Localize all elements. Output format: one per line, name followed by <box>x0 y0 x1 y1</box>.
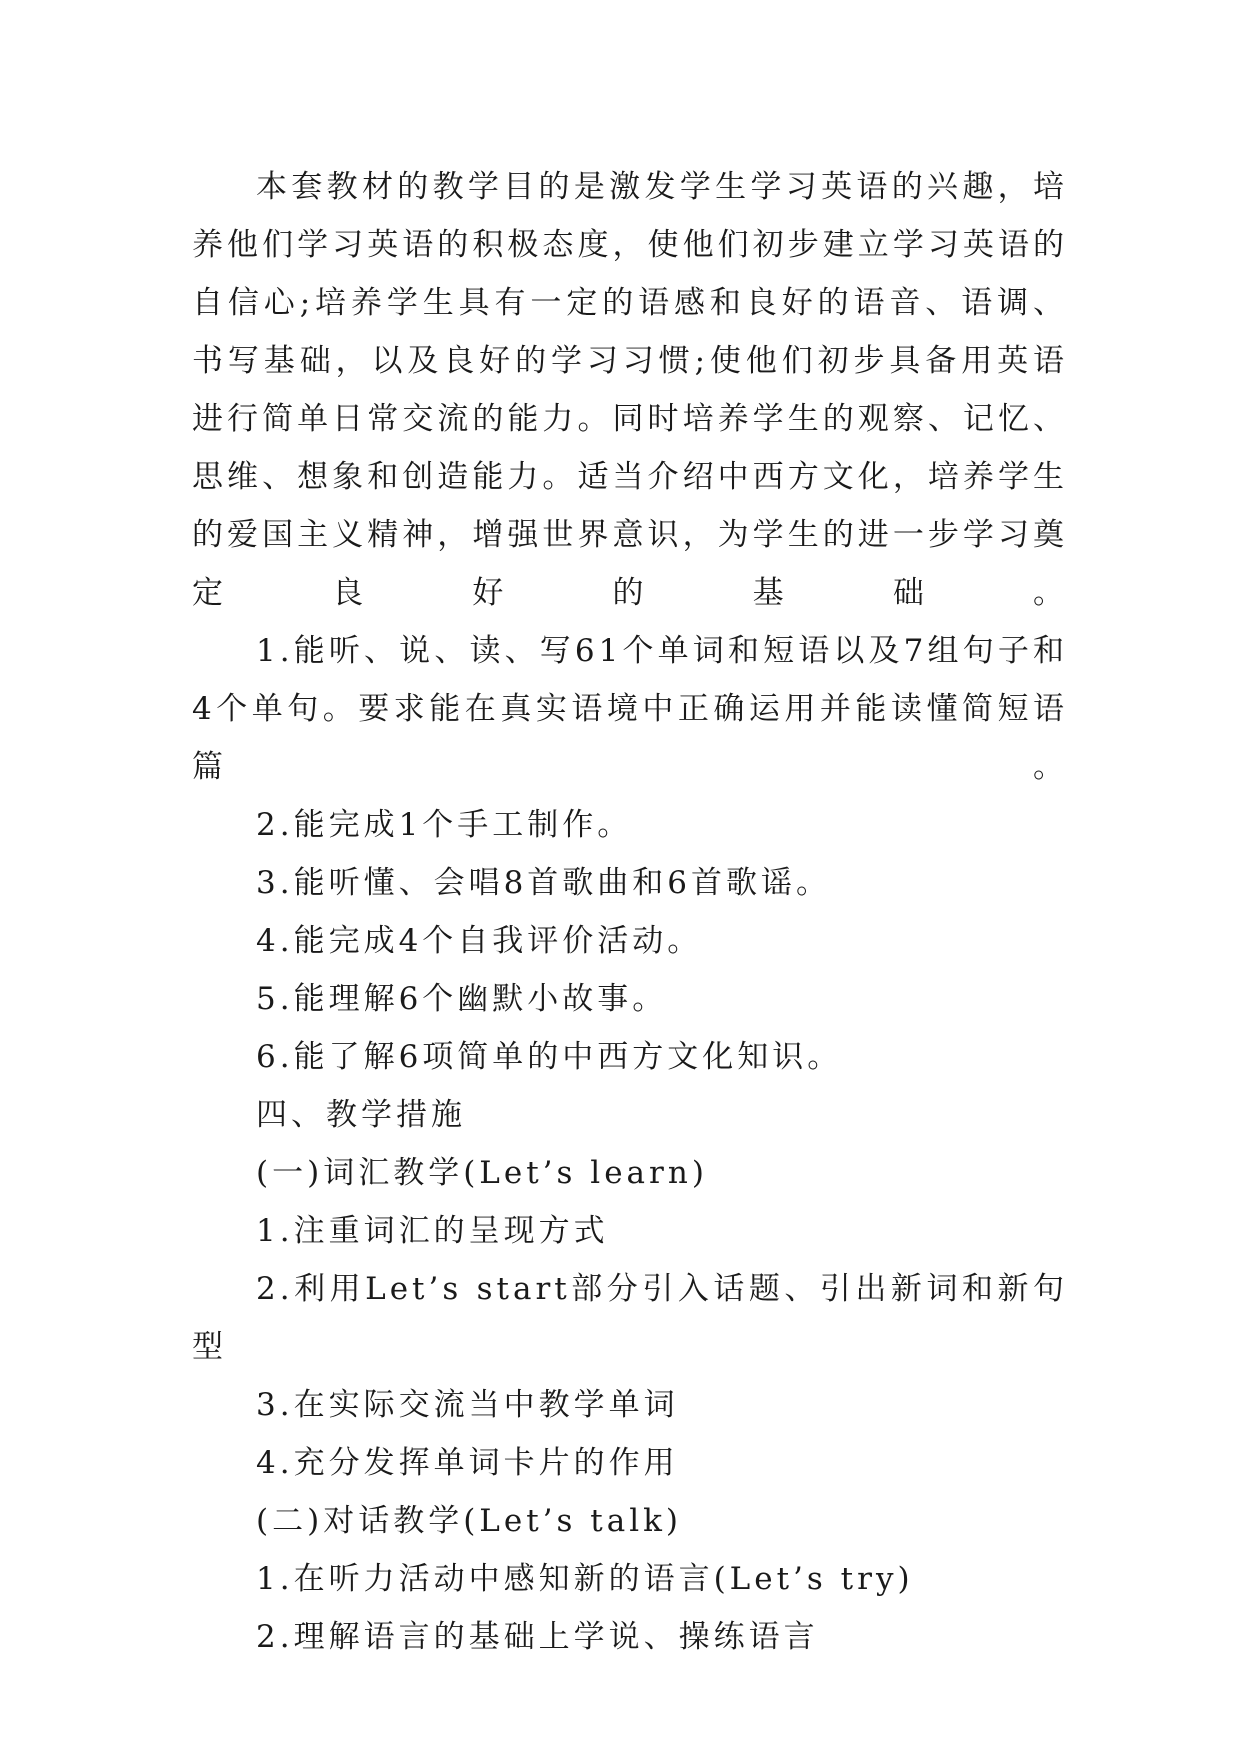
paragraph-goal-4: 4.能完成4个自我评价活动。 <box>256 923 703 959</box>
paragraph-goal-2: 2.能完成1个手工制作。 <box>256 807 633 843</box>
paragraph-vocab-3: 3.在实际交流当中教学单词 <box>256 1387 679 1423</box>
paragraph-objectives: 本套教材的教学目的是激发学生学习英语的兴趣，培养他们学习英语的积极态度，使他们初步建立学习英语的自信心;培养学生具有一定的语感和良好的语音、语调、书写基础，以及良好的学习习惯;使他们初步具备用英语进行简单日常交流的能力。同时培养学生的观察、记忆、思维、想象和创造能力。适当介绍中西方文化，培养学生的爱国主义精神，增强世界意识，为学生的进一步学习奠定良好的基础。 <box>192 169 1068 611</box>
subsection-heading-vocabulary: (一)词汇教学(Let’s learn) <box>256 1155 708 1191</box>
paragraph-goal-6: 6.能了解6项简单的中西方文化知识。 <box>256 1039 843 1075</box>
paragraph-vocab-1: 1.注重词汇的呈现方式 <box>256 1213 609 1249</box>
paragraph-vocab-4: 4.充分发挥单词卡片的作用 <box>256 1445 679 1481</box>
document-body <box>192 158 1068 1666</box>
paragraph-goal-5: 5.能理解6个幽默小故事。 <box>256 981 668 1017</box>
paragraph-dialogue-1: 1.在听力活动中感知新的语言(Let’s try) <box>256 1561 914 1597</box>
paragraph-vocab-2: 2.利用Let’s start部分引入话题、引出新词和新句型 <box>192 1271 1068 1365</box>
section-heading-teaching-measures: 四、教学措施 <box>256 1097 466 1133</box>
paragraph-dialogue-2: 2.理解语言的基础上学说、操练语言 <box>256 1619 819 1655</box>
paragraph-goal-3: 3.能听懂、会唱8首歌曲和6首歌谣。 <box>256 865 832 901</box>
subsection-heading-dialogue: (二)对话教学(Let’s talk) <box>256 1503 683 1539</box>
paragraph-goal-1: 1.能听、说、读、写61个单词和短语以及7组句子和4个单句。要求能在真实语境中正确运用并能读懂简短语篇。 <box>192 633 1068 785</box>
